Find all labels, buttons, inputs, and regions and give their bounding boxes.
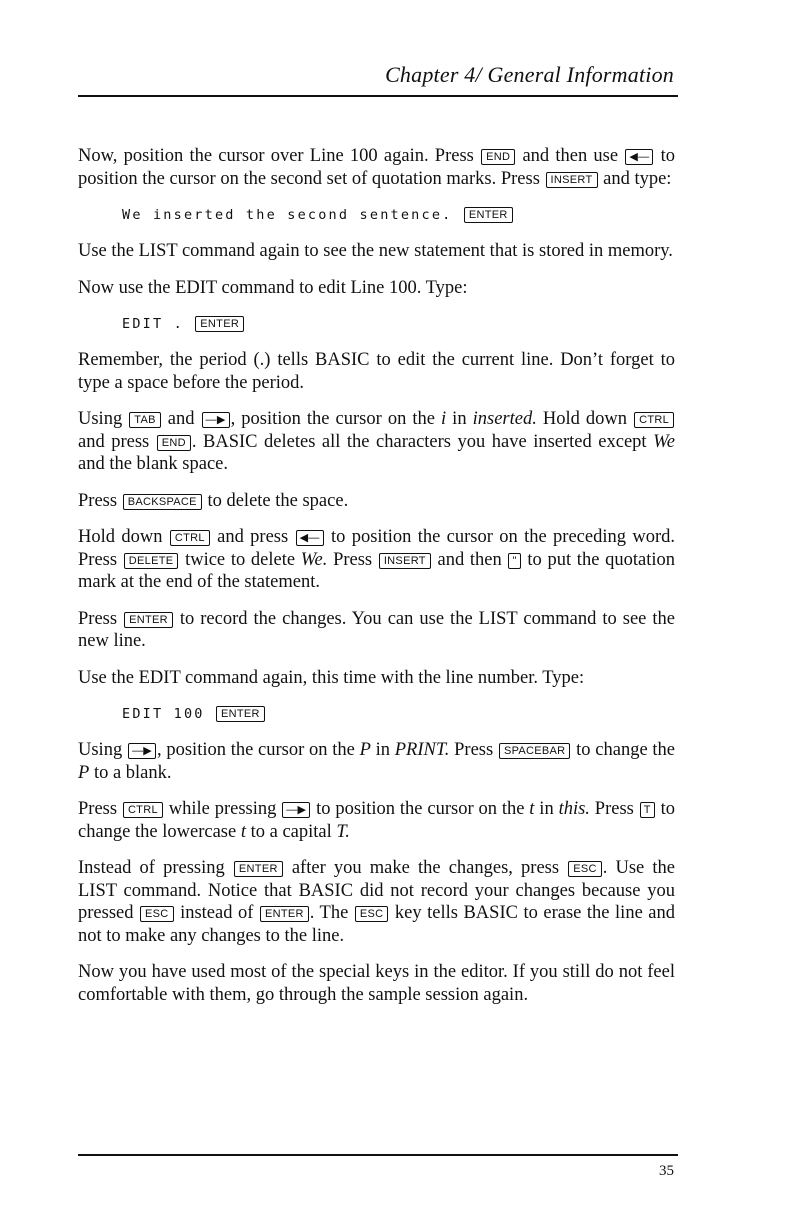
text-run: and then use	[516, 146, 625, 166]
text-run: and then	[431, 549, 508, 570]
ctrl-key: CTRL	[634, 412, 674, 428]
header-rule	[78, 95, 678, 97]
enter-key: ENTER	[260, 906, 309, 922]
text-run: Hold down	[78, 527, 169, 547]
text-run: Using	[78, 740, 127, 760]
text-run: . The	[309, 903, 354, 923]
text-run: to position the cursor on the second set of quotation marks. Press	[78, 146, 675, 189]
code-line-1	[122, 204, 675, 226]
text-run: t	[529, 799, 535, 819]
paragraph-8	[78, 608, 675, 653]
paragraph-11	[78, 798, 675, 843]
text-run: Using	[78, 409, 129, 429]
right-arrow-key-icon: —▶	[202, 412, 230, 428]
text-run: to a capital	[245, 821, 337, 842]
enter-key: ENTER	[195, 316, 244, 332]
text-run: in	[534, 799, 559, 819]
paragraph-5	[78, 408, 675, 476]
code-line-2	[122, 313, 675, 335]
esc-key: ESC	[140, 906, 174, 922]
paragraph-12	[78, 857, 675, 947]
paragraph-9: Use the EDIT command again, this time with the line number. Type:	[78, 667, 585, 688]
paragraph-2: Use the LIST command again to see the new statement that is stored in memory.	[78, 241, 673, 261]
text-run: Now, position the cursor over Line 100 again. Press	[78, 146, 481, 166]
text-run: Press	[78, 608, 124, 629]
text-run: in	[446, 409, 473, 429]
text-run: . BASIC deletes all the characters you have inserted except	[191, 431, 654, 452]
text-run: Hold down	[536, 409, 634, 429]
esc-key: ESC	[568, 861, 602, 877]
left-arrow-key-icon: ◀—	[296, 530, 324, 546]
left-arrow-key-icon: ◀—	[625, 149, 653, 165]
insert-key: INSERT	[546, 172, 598, 188]
right-arrow-key-icon: —▶	[282, 802, 310, 818]
esc-key: ESC	[355, 906, 389, 922]
paragraph-4: Remember, the period (.) tells BASIC to edit the current line. Don’t forget to type a space before the period.	[78, 350, 675, 393]
text-run: twice to delete	[179, 549, 301, 570]
tab-key: TAB	[129, 412, 160, 428]
text-run: P	[359, 740, 371, 760]
text-run: to change the	[571, 740, 676, 760]
enter-key: ENTER	[464, 207, 513, 223]
text-run: , position the cursor on the	[230, 409, 441, 429]
quote-key-icon: "	[508, 553, 520, 569]
text-run: this.	[558, 799, 590, 819]
text-run: We inserted the second sentence.	[122, 207, 453, 223]
enter-key: ENTER	[234, 861, 283, 877]
enter-key: ENTER	[124, 612, 173, 628]
text-run: We	[653, 431, 676, 452]
enter-key: ENTER	[216, 706, 265, 722]
ctrl-key: CTRL	[170, 530, 210, 546]
text-run: to position the cursor on the preceding word. Press	[78, 527, 675, 570]
paragraph-6	[78, 490, 675, 513]
text-run: Instead of pressing	[78, 858, 233, 878]
text-run: and press	[210, 527, 295, 547]
text-run: instead of	[174, 903, 259, 923]
text-run: after you make the changes, press	[283, 858, 568, 878]
text-run: and	[161, 409, 201, 429]
text-run: in	[370, 740, 395, 760]
paragraph-7	[78, 526, 675, 594]
text-run: to record the changes. You can use the LIST command to see the new line.	[78, 608, 675, 651]
right-arrow-key-icon: —▶	[128, 743, 156, 759]
text-run: . Use the LIST command. Notice that BASIC did not record your changes because you pressed	[78, 858, 676, 923]
text-run: Press	[449, 740, 498, 760]
text-run: inserted.	[472, 409, 537, 429]
text-run: and press	[78, 431, 156, 452]
text-run: EDIT .	[122, 316, 184, 332]
text-run: i	[441, 409, 447, 429]
text-run: T.	[336, 821, 350, 842]
paragraph-10	[78, 739, 675, 784]
code-line-3	[122, 703, 675, 725]
delete-key: DELETE	[124, 553, 179, 569]
text-run: Press	[78, 490, 122, 511]
text-run: t	[240, 821, 246, 842]
body-text	[78, 145, 675, 1020]
text-run: Press	[589, 799, 639, 819]
text-run: and type:	[598, 168, 672, 189]
text-run: Press	[327, 549, 378, 570]
text-run: to delete the space.	[202, 490, 349, 511]
spacebar-key: SPACEBAR	[499, 743, 571, 759]
end-key: END	[481, 149, 515, 165]
backspace-key: BACKSPACE	[123, 494, 202, 510]
text-run: , position the cursor on the	[157, 740, 360, 760]
text-run: Press	[78, 799, 122, 819]
text-run: We.	[300, 549, 328, 570]
chapter-header: Chapter 4/ General Information	[385, 62, 674, 87]
text-run: and the blank space.	[78, 454, 228, 474]
ctrl-key: CTRL	[123, 802, 163, 818]
page-number: 35	[659, 1163, 674, 1179]
end-key: END	[157, 435, 191, 451]
paragraph-3: Now use the EDIT command to edit Line 100. Type:	[78, 277, 468, 298]
text-run: P	[78, 762, 90, 783]
text-run: while pressing	[163, 799, 282, 819]
text-run: to a blank.	[89, 762, 172, 783]
paragraph-1	[78, 145, 675, 190]
t-key: T	[640, 802, 655, 818]
footer-rule	[78, 1154, 678, 1156]
text-run: to change the lowercase	[78, 799, 676, 842]
text-run: to position the cursor on the	[311, 799, 530, 819]
paragraph-13: Now you have used most of the special keys in the editor. If you still do not feel comfortable with them, go through the sample session again.	[78, 962, 675, 1005]
text-run: key tells BASIC to erase the line and not to make any changes to the line.	[78, 903, 676, 946]
text-run: PRINT.	[394, 740, 450, 760]
text-run: EDIT 100	[122, 706, 205, 722]
text-run: to put the quotation mark at the end of the statement.	[78, 549, 675, 592]
insert-key: INSERT	[379, 553, 431, 569]
